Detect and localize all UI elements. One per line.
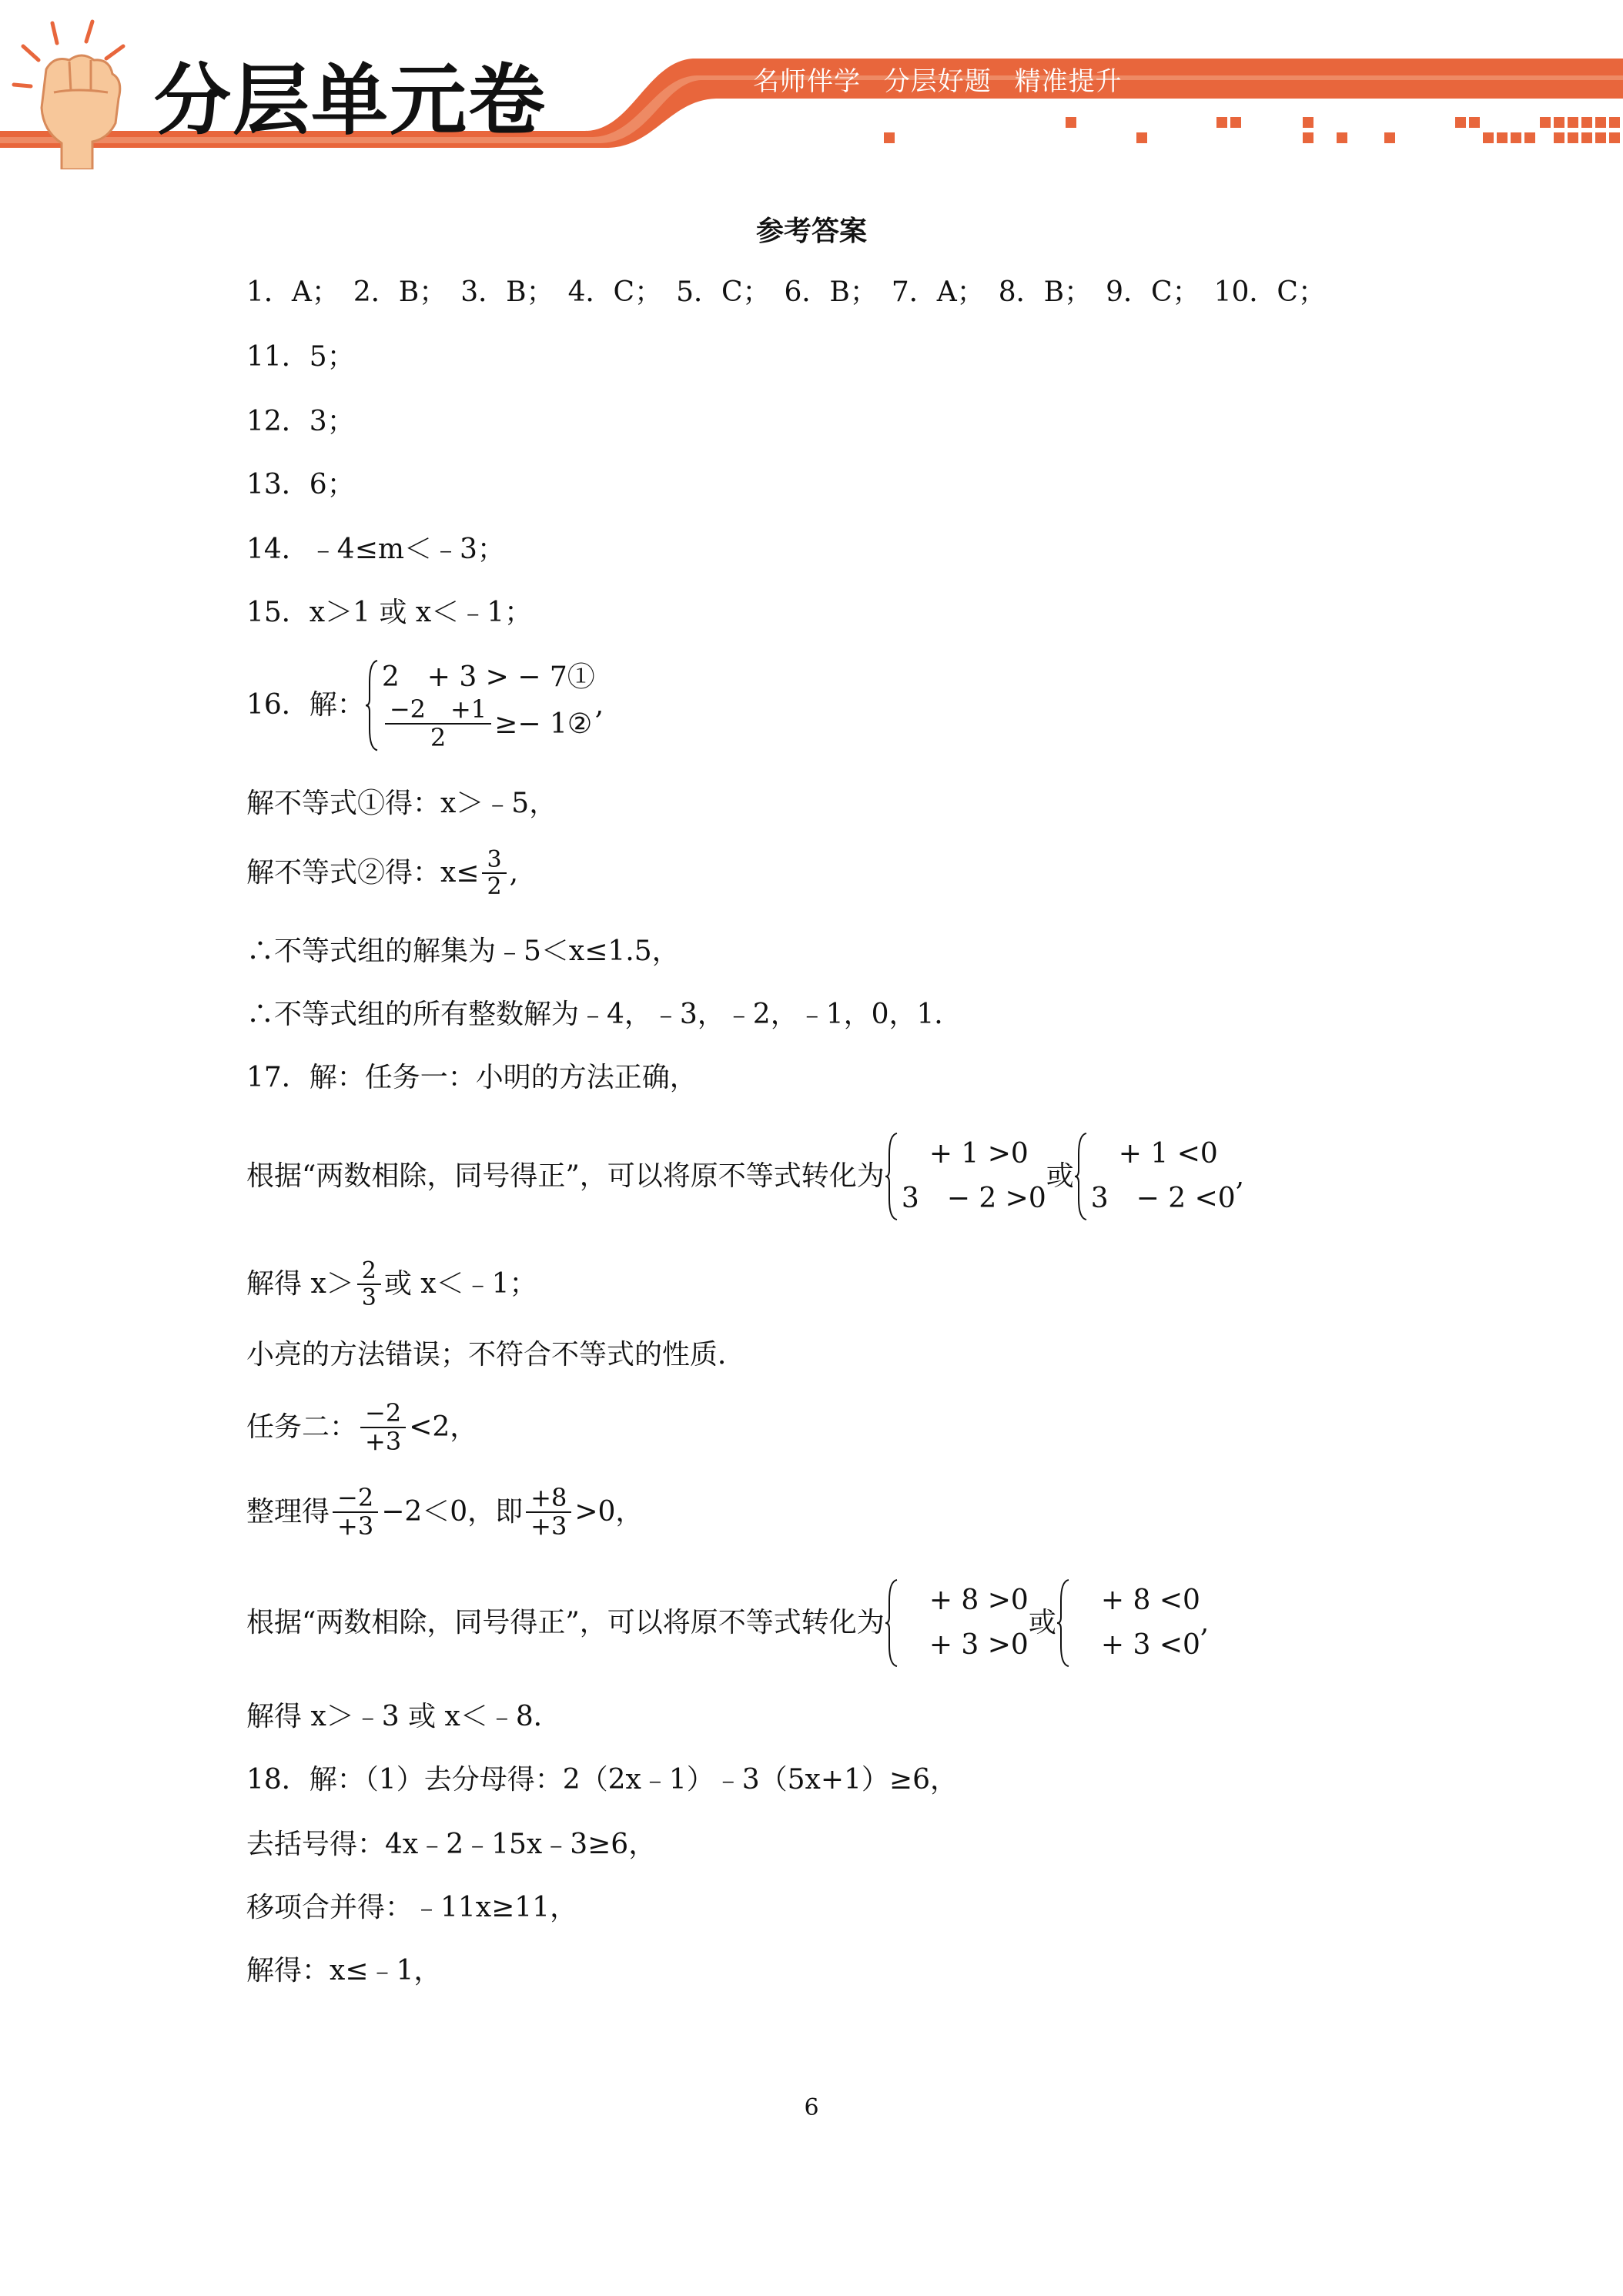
fraction-denominator: +3 xyxy=(530,1511,567,1541)
fraction xyxy=(360,1400,406,1455)
answer-line-20: ∴不等式组的所有整数解为﹣4，﹣3，﹣2，﹣1，0，1． xyxy=(246,999,962,1030)
answer-line-22 xyxy=(246,1132,1244,1221)
inequality-system-b xyxy=(1074,1132,1236,1221)
line23-suffix: 或 x＜﹣1； xyxy=(383,1268,537,1300)
answer-line-28: 解得 x＞﹣3 或 x＜﹣8． xyxy=(246,1701,561,1732)
answer-line-16 xyxy=(246,659,604,751)
line27-prefix: 根据“两数相除，同号得正”，可以将原不等式转化为 xyxy=(246,1607,885,1638)
answer-line-choice: 1．A； 2．B； 3．B； 4．C； 5．C； 6．B； 7．A； 8．B； 9．C； 10．C； xyxy=(246,276,1326,308)
system-16-row-2-rest: ≥− 1② xyxy=(494,708,593,740)
line22-prefix: 根据“两数相除，同号得正”，可以将原不等式转化为 xyxy=(246,1160,885,1192)
line18-suffix: , xyxy=(509,857,519,889)
fraction-denominator: 2 xyxy=(487,873,502,900)
line26-middle: −2＜0，即 xyxy=(381,1496,524,1528)
fraction-numerator: −2 xyxy=(360,1400,406,1428)
header-slogan: 名师伴学 分层好题 精准提升 xyxy=(753,66,1123,97)
line26-suffix: >0， xyxy=(574,1496,644,1528)
fraction xyxy=(385,696,491,751)
fraction-numerator: −2 xyxy=(333,1484,378,1513)
answer-line-31: 移项合并得：﹣11x≥11， xyxy=(246,1892,578,1923)
fraction xyxy=(526,1484,571,1540)
document-title: 参考答案 xyxy=(755,216,867,247)
answer-line-30: 去括号得：4x﹣2﹣15x﹣3≥6， xyxy=(246,1829,657,1860)
answer-line-19: ∴不等式组的解集为﹣5＜x≤1.5， xyxy=(246,935,680,967)
line26-prefix: 整理得 xyxy=(246,1496,330,1528)
line23-prefix: 解得 x＞ xyxy=(246,1268,354,1300)
brand-title: 分层单元卷 xyxy=(154,55,547,146)
fraction-numerator: −2 +1 xyxy=(385,696,491,725)
page-number: 6 xyxy=(804,2094,819,2121)
answer-line-13: 13．6； xyxy=(246,469,355,500)
inequality-system-d xyxy=(1056,1578,1200,1668)
answer-line-21: 17．解：任务一：小明的方法正确， xyxy=(246,1062,698,1093)
system-c-row-1: + 8 >0 xyxy=(901,1585,1029,1616)
fraction xyxy=(333,1484,378,1540)
fraction-denominator: +3 xyxy=(365,1427,402,1457)
brace-icon xyxy=(885,1578,899,1668)
answer-line-11: 11．5； xyxy=(246,341,355,373)
answer-line-24: 小亮的方法错误；不符合不等式的性质． xyxy=(246,1339,746,1371)
line22-suffix: , xyxy=(1235,1160,1245,1192)
answer-line-26 xyxy=(246,1484,643,1540)
system-16-row-1: 2 + 3 > − 7① xyxy=(381,661,595,693)
system-b-row-2: 3 − 2 <0 xyxy=(1090,1183,1236,1214)
fraction xyxy=(357,1258,381,1310)
system-16-row-2 xyxy=(382,696,595,751)
brace-icon xyxy=(365,659,379,751)
line16-prefix: 16．解： xyxy=(246,689,365,721)
line16-suffix: , xyxy=(594,689,604,721)
line27-suffix: , xyxy=(1200,1607,1210,1638)
fist-icon xyxy=(8,15,139,169)
answer-line-27 xyxy=(246,1578,1209,1668)
system-a-row-1: + 1 >0 xyxy=(901,1138,1029,1170)
line18-prefix: 解不等式②得：x≤ xyxy=(246,857,480,889)
fraction-denominator: 3 xyxy=(361,1284,376,1311)
inequality-system-c xyxy=(885,1578,1029,1668)
or-word: 或 xyxy=(1046,1160,1074,1192)
fraction-numerator: 3 xyxy=(482,847,506,874)
fraction-numerator: 2 xyxy=(357,1258,381,1285)
brace-icon xyxy=(885,1132,899,1221)
fraction xyxy=(482,847,506,899)
system-a-row-2: 3 − 2 >0 xyxy=(901,1183,1046,1214)
answer-line-18 xyxy=(246,847,518,899)
system-d-row-2: + 3 <0 xyxy=(1073,1629,1200,1661)
answer-line-14: 14．﹣4≤m＜﹣3； xyxy=(246,534,505,565)
brace-icon xyxy=(1074,1132,1088,1221)
system-d-row-1: + 8 <0 xyxy=(1073,1585,1200,1616)
line25-prefix: 任务二： xyxy=(246,1411,358,1444)
fraction-numerator: +8 xyxy=(526,1484,571,1513)
answer-line-25 xyxy=(246,1400,477,1455)
brace-icon xyxy=(1056,1578,1070,1668)
fraction-denominator: +3 xyxy=(337,1511,374,1541)
answer-line-15: 15．x＞1 或 x＜﹣1； xyxy=(246,597,533,628)
header-banner xyxy=(0,0,1623,185)
answer-line-29: 18．解：（1）去分母得：2（2x﹣1）﹣3（5x+1）≥6， xyxy=(246,1764,958,1796)
inequality-system-16 xyxy=(365,659,595,751)
answer-line-12: 12．3； xyxy=(246,406,355,437)
inequality-system-a xyxy=(885,1132,1046,1221)
line25-suffix: <2， xyxy=(409,1411,478,1444)
system-c-row-2: + 3 >0 xyxy=(901,1629,1029,1661)
system-b-row-1: + 1 <0 xyxy=(1090,1138,1218,1170)
answer-line-23 xyxy=(246,1258,537,1310)
answer-line-32: 解得：x≤﹣1， xyxy=(246,1955,442,1986)
or-word: 或 xyxy=(1028,1607,1056,1638)
answer-line-17: 解不等式①得：x＞﹣5， xyxy=(246,788,557,819)
fraction-denominator: 2 xyxy=(430,723,447,753)
